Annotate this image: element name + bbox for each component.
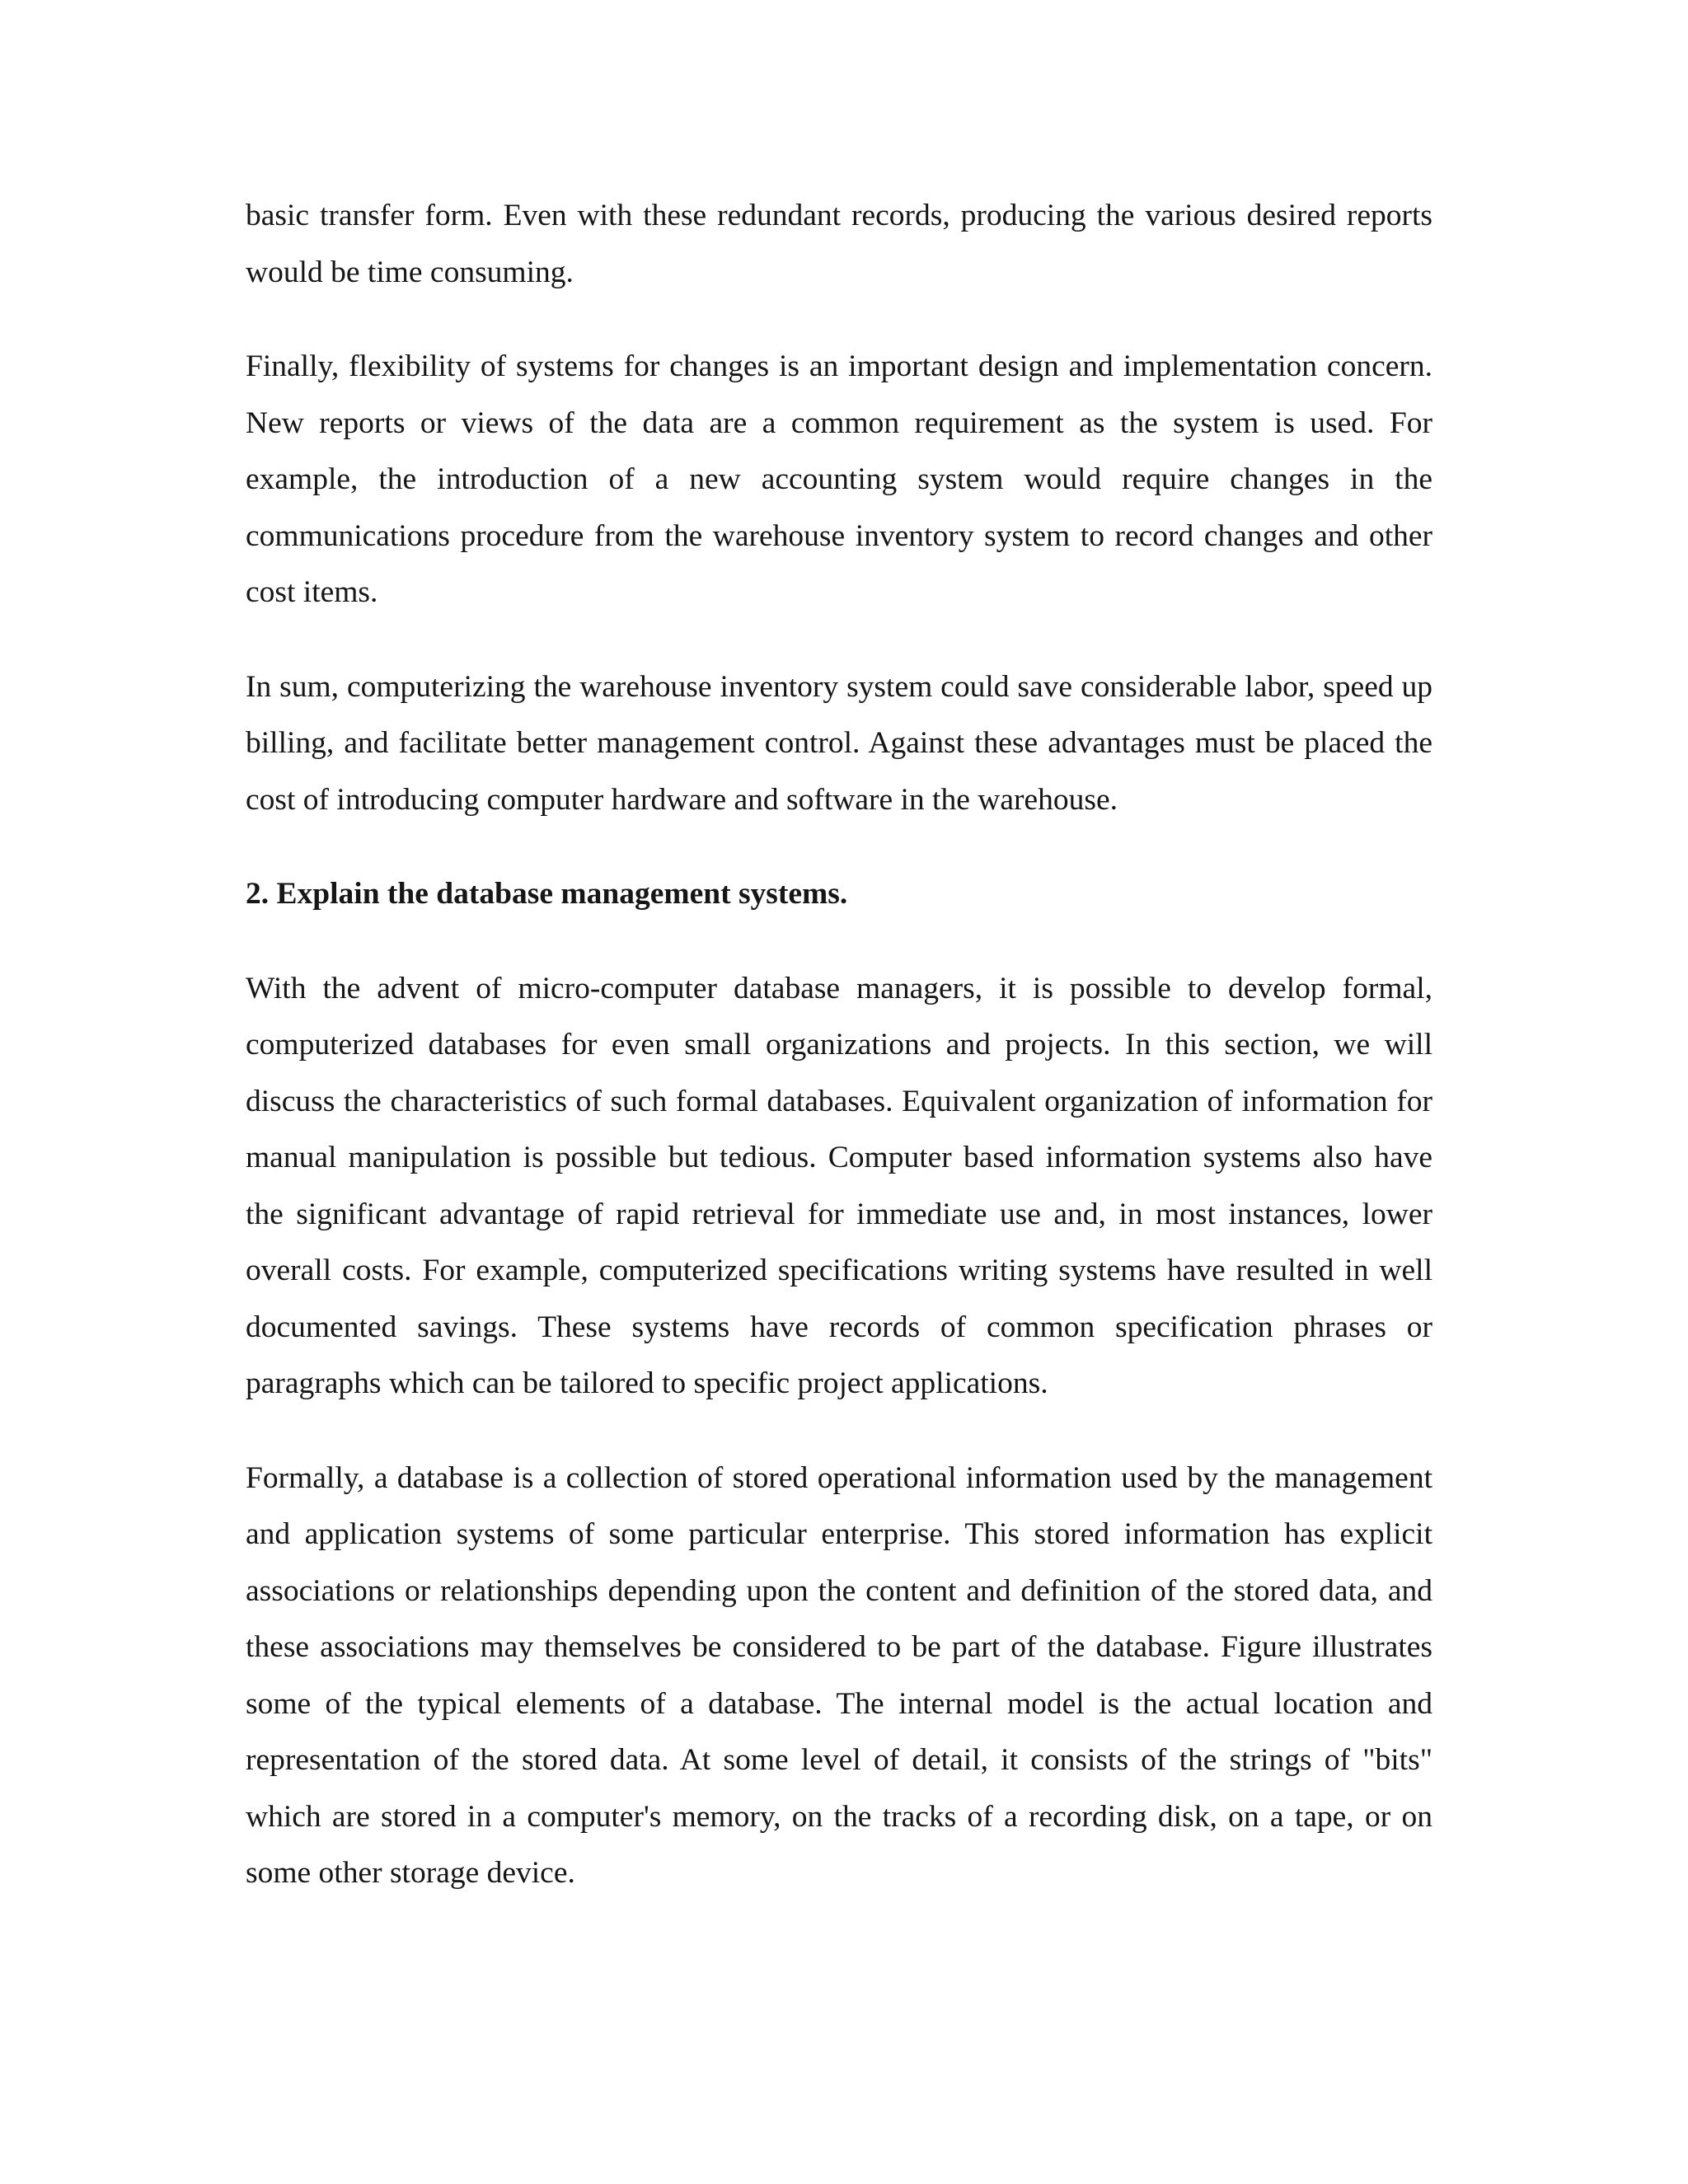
paragraph-flexibility: Finally, flexibility of systems for changes is an important design and implementation concern. New reports or views of the data are a common requirement as the system is used. For example, the introduction of a new accounting system would require changes in the communications procedure from the warehouse inventory system to record changes and other cost items. bbox=[246, 349, 1432, 609]
paragraph-transfer-form: basic transfer form. Even with these redundant records, producing the various desired reports would be time consuming. bbox=[246, 199, 1432, 289]
paragraph-in-sum: In sum, computerizing the warehouse inventory system could save considerable labor, speed up billing, and facilitate better management control. Against these advantages must be placed the cost of introducing computer hardware and software in the warehouse. bbox=[246, 669, 1432, 817]
section-heading: 2. Explain the database management systems. bbox=[246, 877, 848, 911]
paragraph-formally: Formally, a database is a collection of stored operational information used by the management and application systems of some particular enterprise. This stored information has explicit associations or relationships depending upon the content and definition of the stored data, and these associations may themselves be considered to be part of the database. Figure illustrates some of the typical elements of a database. The internal model is the actual location and representation of the stored data. At some level of detail, it consists of the strings of "bits" which are stored in a computer's memory, on the tracks of a recording disk, on a tape, or on some other storage device. bbox=[246, 1460, 1432, 1890]
document-page bbox=[246, 188, 1432, 1940]
paragraph-advent: With the advent of micro-computer database managers, it is possible to develop formal, computerized databases for even small organizations and projects. In this section, we will discuss the characteristics of such formal databases. Equivalent organization of information for manual manipulation is possible but tedious. Computer based information systems also have the significant advantage of rapid retrieval for immediate use and, in most instances, lower overall costs. For example, computerized specifications writing systems have resulted in well documented savings. These systems have records of common specification phrases or paragraphs which can be tailored to specific project applications. bbox=[246, 971, 1432, 1400]
